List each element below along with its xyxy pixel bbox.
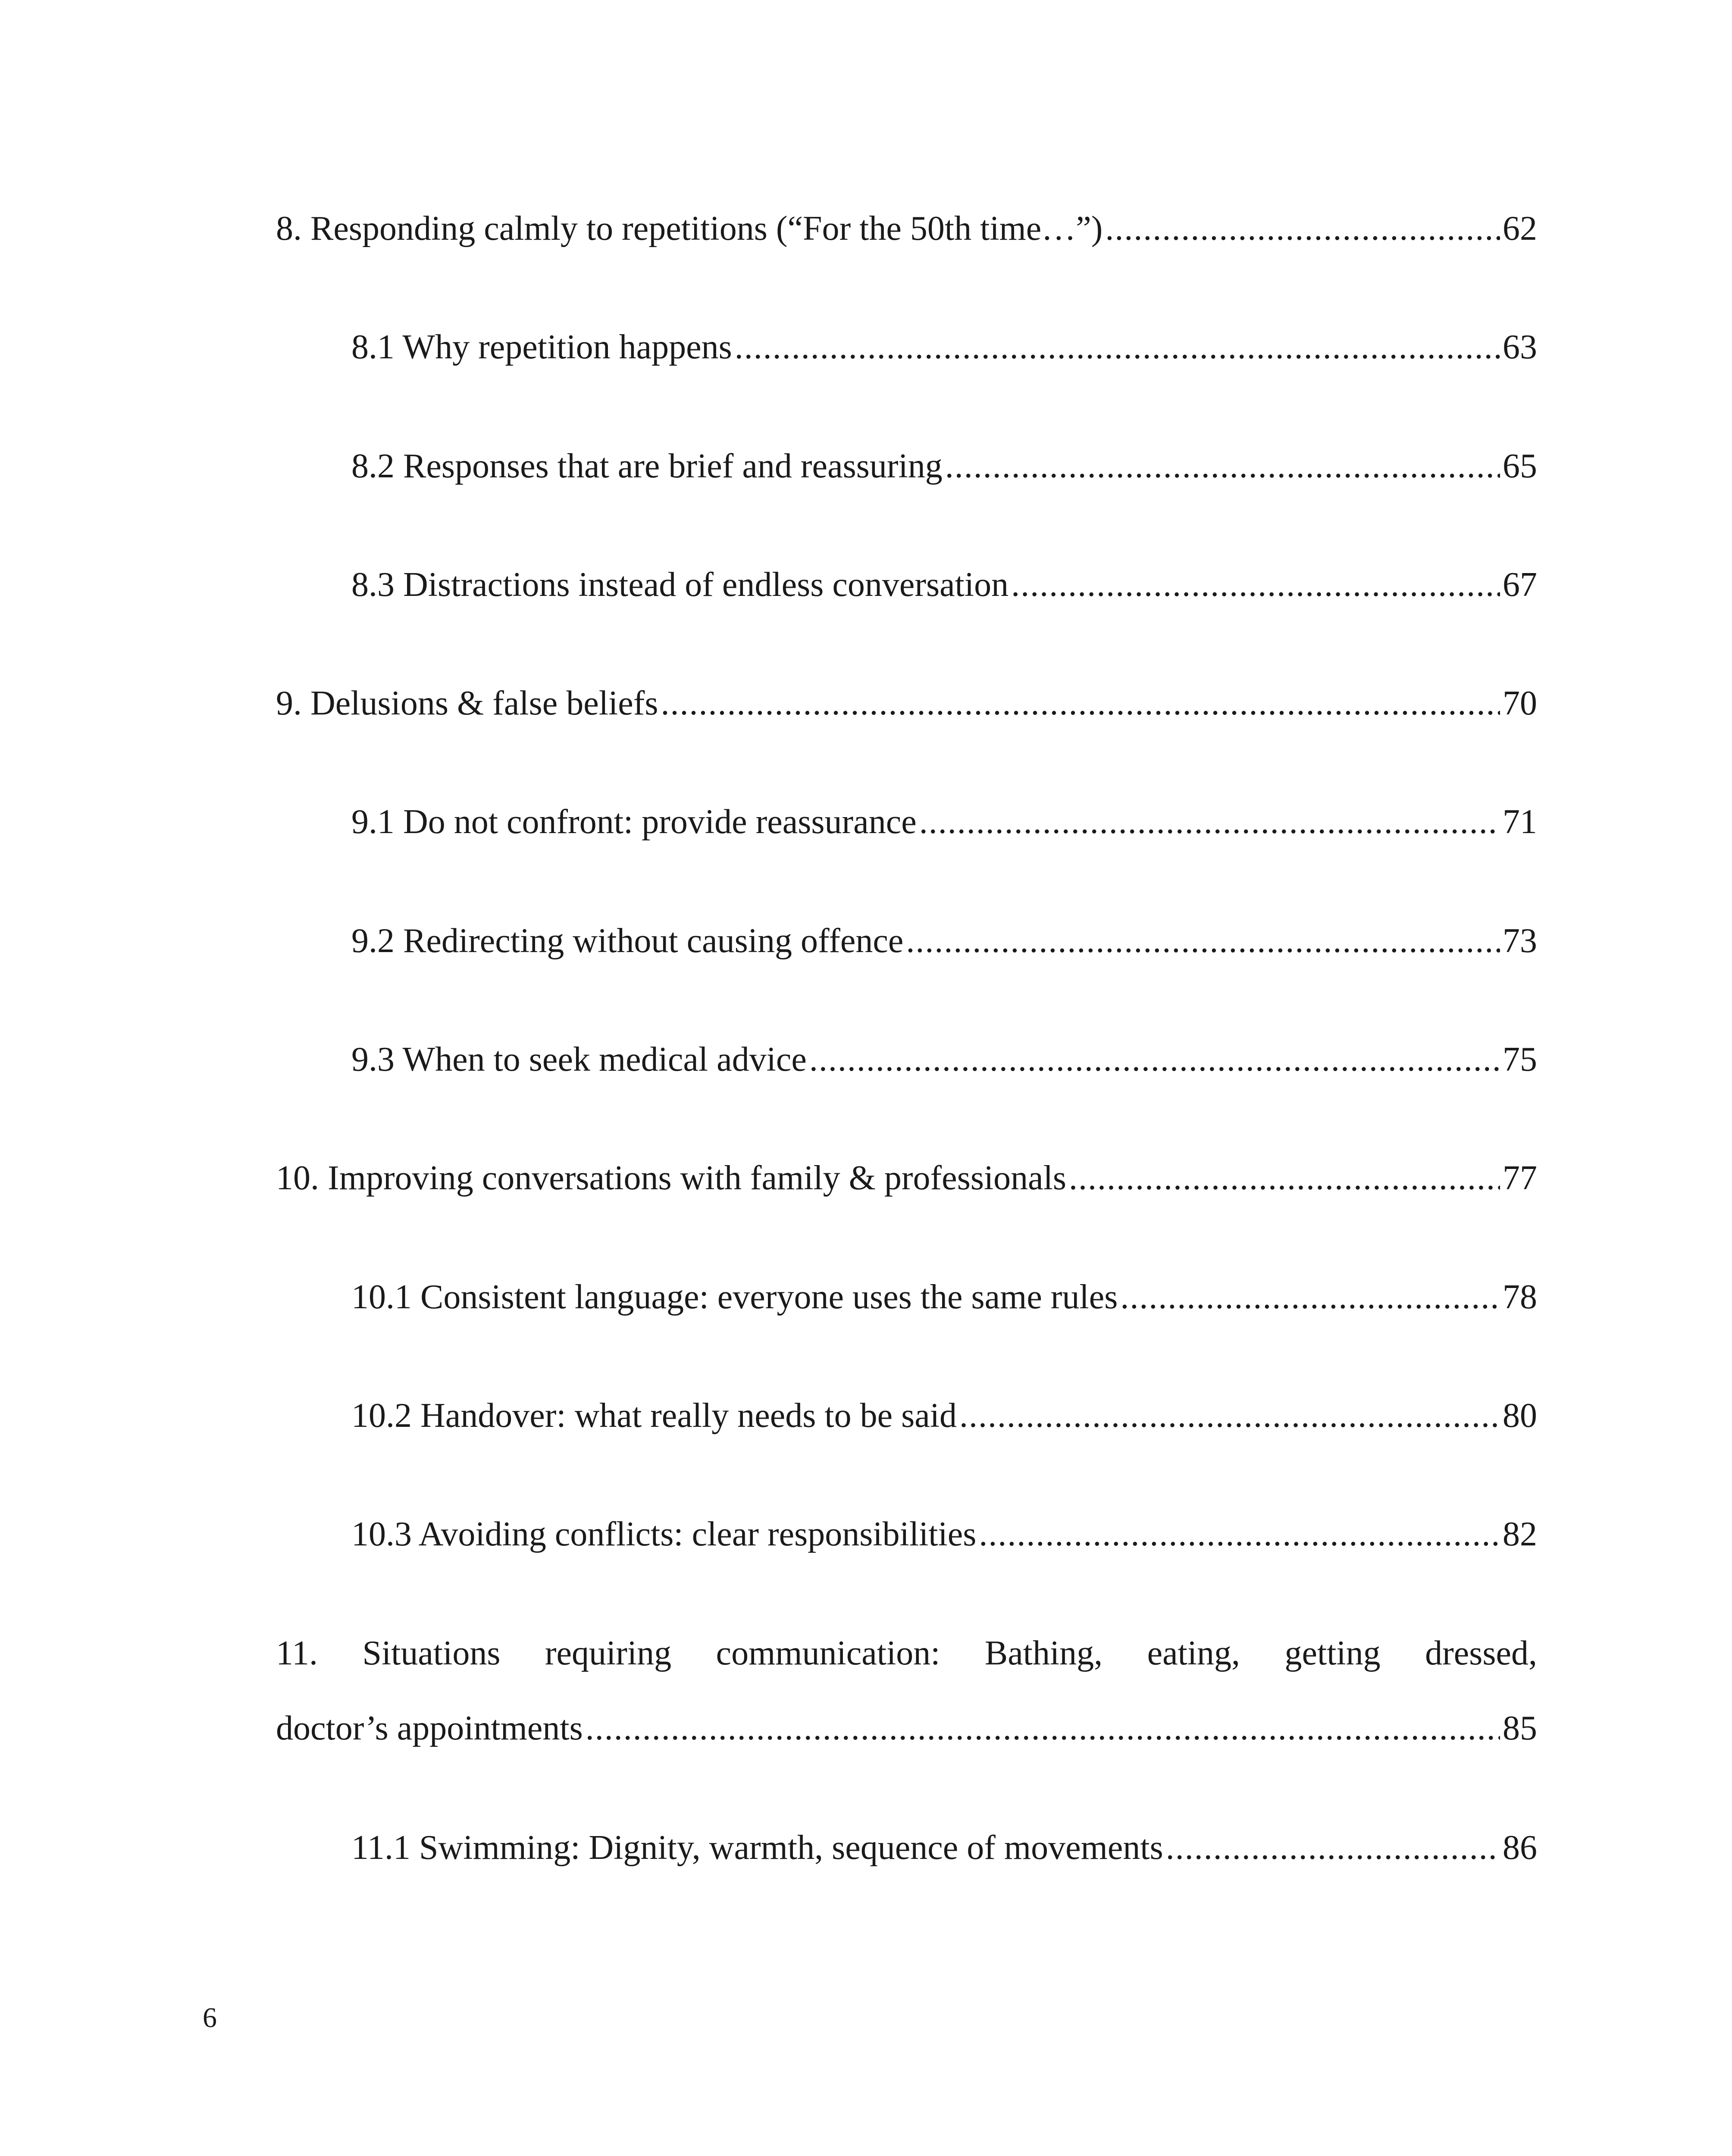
toc-entry-8-1[interactable] (351, 326, 1537, 368)
toc-entry-title: 8.1 Why repetition happens (351, 328, 732, 366)
toc-entry-page: 62 (1503, 210, 1537, 248)
toc-entry-page: 77 (1503, 1159, 1537, 1197)
toc-entry-page: 82 (1503, 1515, 1537, 1553)
toc-entry-10-2[interactable] (351, 1395, 1537, 1436)
dot-leader (959, 1395, 1500, 1436)
toc-entry-page: 78 (1503, 1278, 1537, 1316)
toc-entry-9[interactable] (276, 683, 1537, 724)
toc-entry-title: 8.2 Responses that are brief and reassuring (351, 447, 943, 485)
toc-entry-page: 67 (1503, 566, 1537, 604)
toc-entry-11-1[interactable] (351, 1827, 1537, 1868)
dot-leader (1166, 1827, 1500, 1868)
toc-entry-title: 9.3 When to seek medical advice (351, 1040, 807, 1078)
dot-leader (1105, 208, 1500, 249)
toc-entry-10[interactable] (276, 1157, 1537, 1199)
dot-leader (661, 683, 1500, 724)
toc-entry-page: 63 (1503, 328, 1537, 366)
toc-entry-9-1[interactable] (351, 801, 1537, 843)
toc-entry-page: 85 (1503, 1709, 1537, 1747)
dot-leader (586, 1708, 1500, 1749)
toc-entry-title: 10.2 Handover: what really needs to be said (351, 1397, 957, 1435)
toc-entry-9-3[interactable] (351, 1039, 1537, 1080)
toc-entry-title: 9. Delusions & false beliefs (276, 684, 658, 722)
toc-entry-title: 10.3 Avoiding conflicts: clear responsibilities (351, 1515, 977, 1553)
toc-entry-8-3[interactable] (351, 564, 1537, 605)
dot-leader (906, 920, 1500, 962)
toc-entry-page: 70 (1503, 684, 1537, 722)
page-number: 6 (203, 2002, 217, 2034)
dot-leader (919, 801, 1500, 843)
toc-entry-8[interactable] (276, 208, 1537, 249)
dot-leader (1069, 1157, 1500, 1199)
toc-entry-page: 71 (1503, 803, 1537, 841)
toc-entry-8-2[interactable] (351, 445, 1537, 487)
toc-entry-10-1[interactable] (351, 1276, 1537, 1318)
toc-entry-title: 8.3 Distractions instead of endless conversation (351, 566, 1009, 604)
toc-entry-10-3[interactable] (351, 1514, 1537, 1555)
toc-entry-page: 75 (1503, 1040, 1537, 1078)
dot-leader (735, 326, 1500, 368)
toc-entry-title: 8. Responding calmly to repetitions (“For the 50th time…”) (276, 210, 1103, 248)
toc-entry-page: 73 (1503, 922, 1537, 960)
toc-entry-page: 65 (1503, 447, 1537, 485)
dot-leader (1011, 564, 1500, 605)
toc-entry-page: 86 (1503, 1829, 1537, 1867)
toc-entry-title: 11.1 Swimming: Dignity, warmth, sequence of movements (351, 1829, 1163, 1867)
toc-entry-title: 9.2 Redirecting without causing offence (351, 922, 904, 960)
toc-entry-page: 80 (1503, 1397, 1537, 1435)
toc-entry-9-2[interactable] (351, 920, 1537, 962)
toc-entry-title: 10.1 Consistent language: everyone uses the same rules (351, 1278, 1118, 1316)
dot-leader (809, 1039, 1500, 1080)
toc-entry-title-line-1: 11. Situations requiring communication: Bathing, eating, getting dressed, (276, 1634, 1537, 1672)
toc-entry-title: 9.1 Do not confront: provide reassurance (351, 803, 917, 841)
dot-leader (979, 1514, 1500, 1555)
toc-entry-title: 10. Improving conversations with family & professionals (276, 1159, 1067, 1197)
toc-entry-title-line-2: doctor’s appointments (276, 1709, 583, 1747)
toc-entry-11[interactable] (276, 1633, 1537, 1749)
dot-leader (945, 445, 1500, 487)
dot-leader (1120, 1276, 1500, 1318)
